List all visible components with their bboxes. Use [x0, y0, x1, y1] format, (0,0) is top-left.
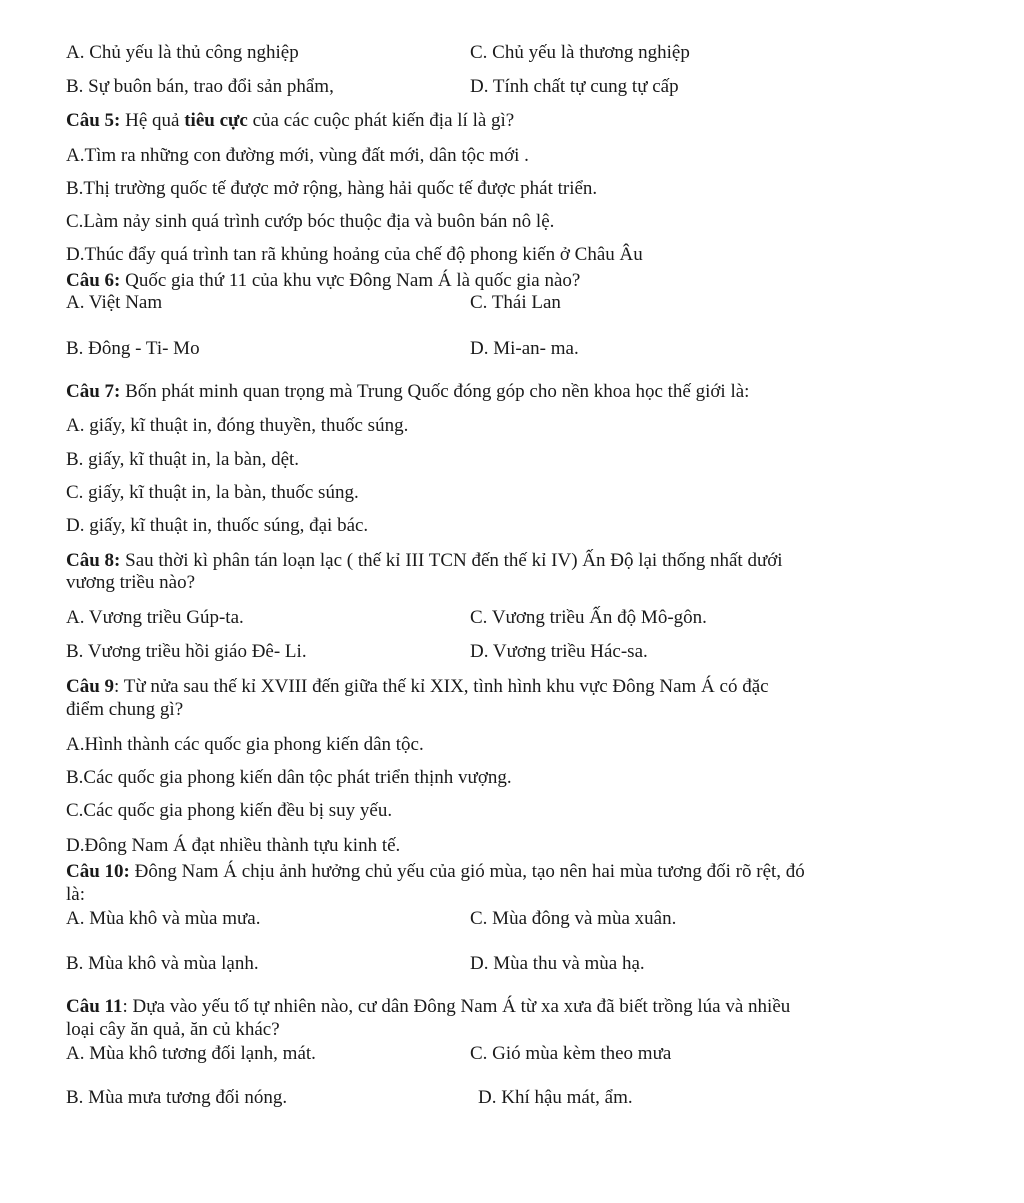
- q11-text1: : Dựa vào yếu tố tự nhiên nào, cư dân Đông Nam Á từ xa xưa đã biết trồng lúa và nhiều: [122, 996, 791, 1017]
- q11-option-c: C. Gió mùa kèm theo mưa: [470, 1043, 672, 1064]
- q10-text1: Đông Nam Á chịu ảnh hưởng chủ yếu của gió mùa, tạo nên hai mùa tương đối rõ rệt, đó: [129, 861, 805, 882]
- q5-option-c: C.Làm nảy sinh quá trình cướp bóc thuộc địa và buôn bán nô lệ.: [66, 211, 555, 232]
- q11-option-a: A. Mùa khô tương đối lạnh, mát.: [66, 1043, 316, 1064]
- q9-question-line2: điểm chung gì?: [66, 699, 184, 720]
- q8-option-a: A. Vương triều Gúp-ta.: [66, 607, 244, 628]
- q10-option-b: B. Mùa khô và mùa lạnh.: [66, 953, 259, 974]
- q9-question-line1: [66, 676, 769, 698]
- q10-option-c: C. Mùa đông và mùa xuân.: [470, 908, 677, 929]
- q9-option-c: C.Các quốc gia phong kiến đều bị suy yếu.: [66, 800, 393, 821]
- q7-option-a: A. giấy, kĩ thuật in, đóng thuyền, thuốc súng.: [66, 415, 409, 436]
- q5-question: [66, 110, 514, 132]
- q9-option-b: B.Các quốc gia phong kiến dân tộc phát triển thịnh vượng.: [66, 767, 512, 788]
- q8-question-line1: [66, 550, 783, 572]
- q6-text: Quốc gia thứ 11 của khu vực Đông Nam Á là quốc gia nào?: [120, 270, 581, 291]
- q9-option-a: A.Hình thành các quốc gia phong kiến dân tộc.: [66, 734, 424, 755]
- q7-question: [66, 381, 749, 403]
- q6-number: Câu 6:: [66, 270, 121, 291]
- q5-text-after: của các cuộc phát kiến địa lí là gì?: [247, 110, 515, 131]
- q8-option-c: C. Vương triều Ấn độ Mô-gôn.: [470, 607, 707, 628]
- q10-question-line2: là:: [66, 884, 85, 905]
- q8-option-d: D. Vương triều Hác-sa.: [470, 641, 648, 662]
- q7-option-d: D. giấy, kĩ thuật in, thuốc súng, đại bác.: [66, 515, 369, 536]
- q7-option-c: C. giấy, kĩ thuật in, la bàn, thuốc súng.: [66, 482, 359, 503]
- q6-option-b: B. Đông - Ti- Mo: [66, 338, 200, 359]
- q7-number: Câu 7:: [66, 381, 121, 402]
- q4-option-b: B. Sự buôn bán, trao đổi sản phẩm,: [66, 76, 334, 97]
- q5-option-b: B.Thị trường quốc tế được mở rộng, hàng hải quốc tế được phát triển.: [66, 178, 598, 199]
- q11-question-line1: [66, 996, 790, 1018]
- q11-option-d: D. Khí hậu mát, ẩm.: [478, 1087, 633, 1108]
- q9-text1: : Từ nửa sau thế kỉ XVIII đến giữa thế kỉ XIX, tình hình khu vực Đông Nam Á có đặc: [114, 676, 769, 697]
- q8-text1: Sau thời kì phân tán loạn lạc ( thế kỉ III TCN đến thế kỉ IV) Ấn Độ lại thống nhất dưới: [120, 550, 783, 571]
- q10-question-line1: [66, 861, 805, 883]
- q4-option-d: D. Tính chất tự cung tự cấp: [470, 76, 679, 97]
- q11-option-b: B. Mùa mưa tương đối nóng.: [66, 1087, 288, 1108]
- q11-number: Câu 11: [66, 996, 123, 1017]
- q4-option-c: C. Chủ yếu là thương nghiệp: [470, 42, 690, 63]
- q8-option-b: B. Vương triều hồi giáo Đê- Li.: [66, 641, 307, 662]
- q6-question: [66, 270, 580, 292]
- q5-emphasis: tiêu cực: [184, 110, 248, 131]
- q10-option-d: D. Mùa thu và mùa hạ.: [470, 953, 645, 974]
- q6-option-a: A. Việt Nam: [66, 292, 163, 313]
- q6-option-c: C. Thái Lan: [470, 292, 561, 313]
- q9-number: Câu 9: [66, 676, 115, 697]
- q8-number: Câu 8:: [66, 550, 121, 571]
- q7-option-b: B. giấy, kĩ thuật in, la bàn, dệt.: [66, 449, 300, 470]
- q6-option-d: D. Mi-an- ma.: [470, 338, 579, 359]
- q11-question-line2: loại cây ăn quả, ăn củ khác?: [66, 1019, 280, 1040]
- q9-option-d: D.Đông Nam Á đạt nhiều thành tựu kinh tế.: [66, 835, 401, 856]
- q4-option-a: A. Chủ yếu là thủ công nghiệp: [66, 42, 299, 63]
- q8-question-line2: vương triều nào?: [66, 572, 196, 593]
- q7-text: Bốn phát minh quan trọng mà Trung Quốc đóng góp cho nền khoa học thế giới là:: [120, 381, 750, 402]
- q5-option-d: D.Thúc đẩy quá trình tan rã khủng hoảng của chế độ phong kiến ở Châu Âu: [66, 244, 643, 265]
- q5-text-before: Hệ quả: [120, 110, 185, 131]
- q10-option-a: A. Mùa khô và mùa mưa.: [66, 908, 261, 929]
- q5-number: Câu 5:: [66, 110, 121, 131]
- q10-number: Câu 10:: [66, 861, 130, 882]
- q5-option-a: A.Tìm ra những con đường mới, vùng đất mới, dân tộc mới .: [66, 145, 529, 166]
